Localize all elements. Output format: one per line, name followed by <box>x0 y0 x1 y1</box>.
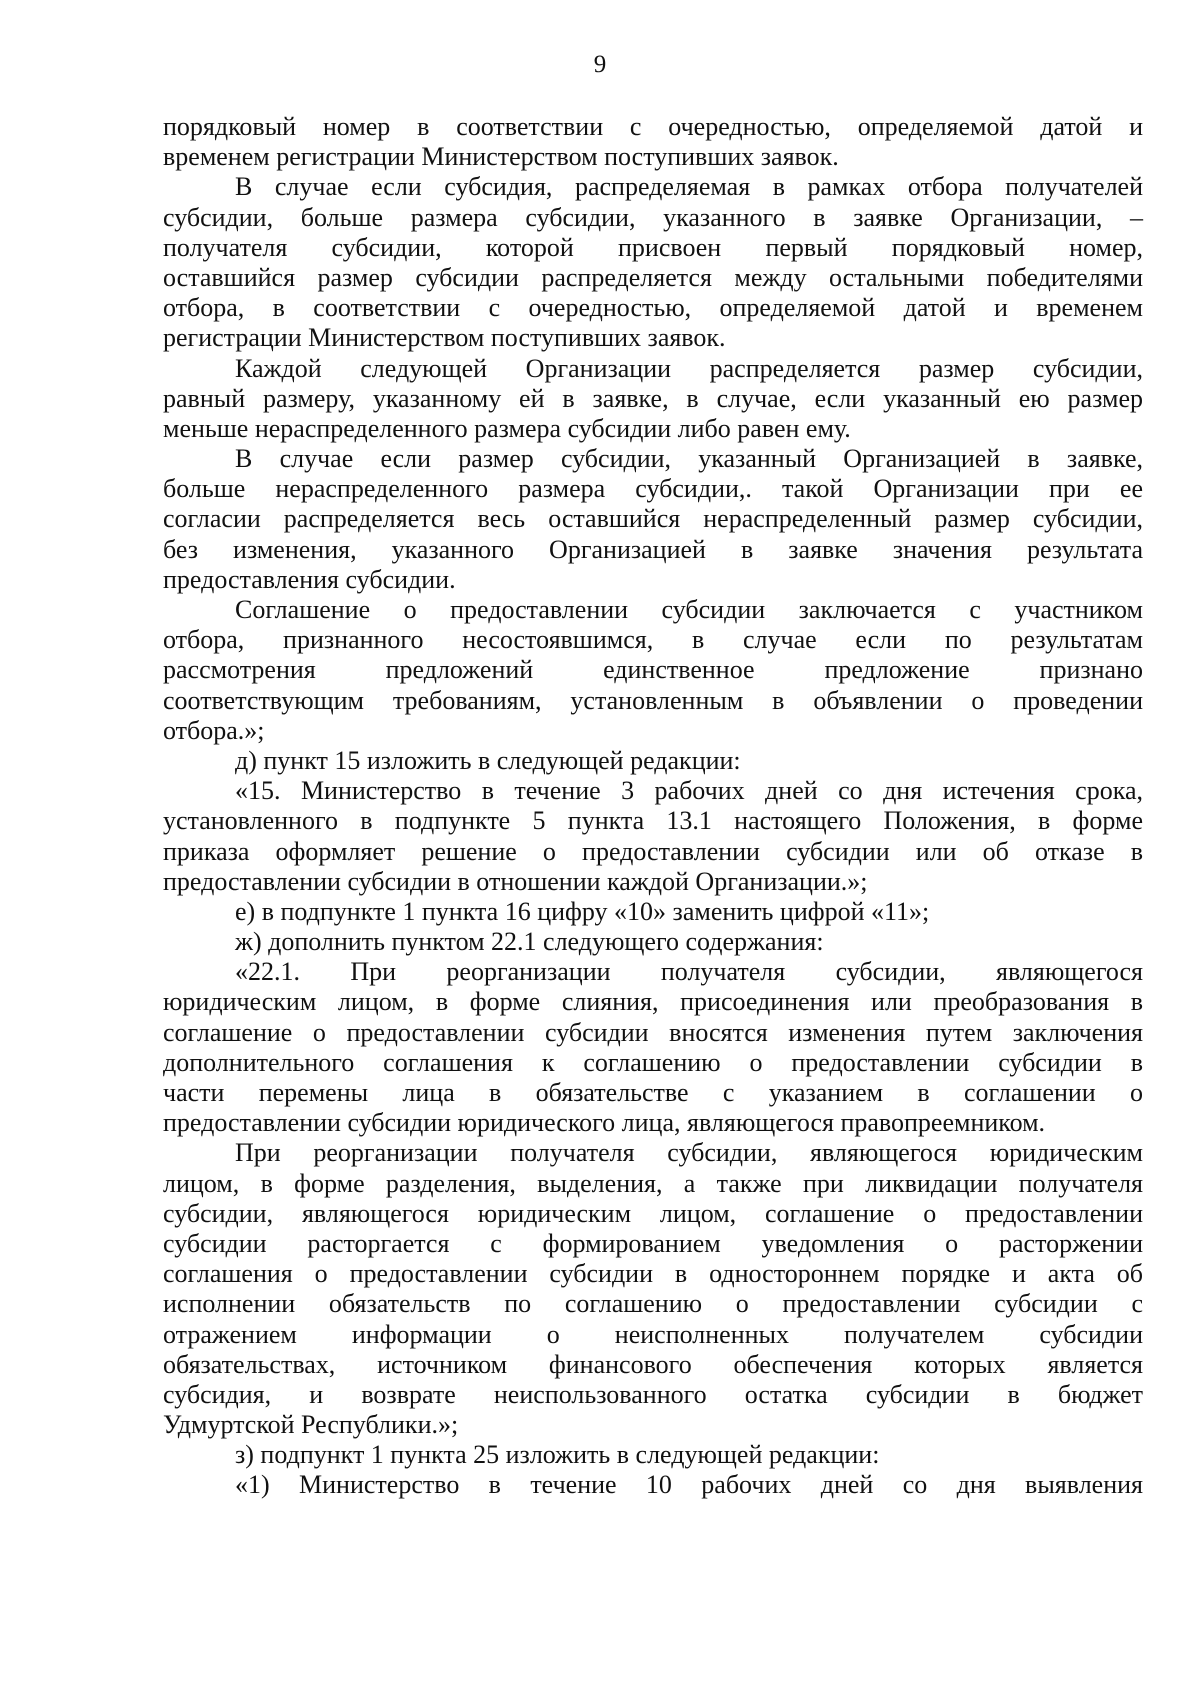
text-line: отбора, признанного несостоявшимся, в случае если по результатам <box>163 625 1143 655</box>
text-line: согласии распределяется весь оставшийся нераспределенный размер субсидии, <box>163 504 1143 534</box>
text-line: «15. Министерство в течение 3 рабочих дней со дня истечения срока, <box>235 776 1143 806</box>
text-line: предоставлении субсидии в отношении каждой Организации.»; <box>163 866 868 896</box>
text-line: Соглашение о предоставлении субсидии заключается с участником <box>235 595 1143 624</box>
text-line: порядковый номер в соответствии с очередностью, определяемой датой и <box>163 112 1143 141</box>
page-number: 9 <box>593 51 607 78</box>
text-line: установленного в подпункте 5 пункта 13.1 настоящего Положения, в форме <box>163 806 1143 836</box>
text-line: д) пункт 15 изложить в следующей редакции: <box>235 745 741 775</box>
text-line: отражением информации о неисполненных получателем субсидии <box>163 1319 1143 1349</box>
text-line: временем регистрации Министерством поступивших заявок. <box>163 142 839 172</box>
text-line: В случае если размер субсидии, указанный Организацией в заявке, <box>235 444 1143 474</box>
text-line: соответствующим требованиям, установленным в объявлении о проведении <box>163 685 1143 715</box>
text-line: е) в подпункте 1 пункта 16 цифру «10» заменить цифрой «11»; <box>235 896 930 926</box>
text-line: обязательствах, источником финансового обеспечения которых является <box>163 1349 1143 1379</box>
text-line: Каждой следующей Организации распределяется размер субсидии, <box>235 353 1143 383</box>
text-line: отбора.»; <box>163 715 265 745</box>
text-line: Удмуртской Республики.»; <box>163 1410 459 1440</box>
text-line: субсидии расторгается с формированием уведомления о расторжении <box>163 1228 1143 1258</box>
text-line: субсидии, являющегося юридическим лицом, соглашение о предоставлении <box>163 1198 1143 1228</box>
text-line: меньше нераспределенного размера субсидии либо равен ему. <box>163 413 851 443</box>
text-line: лицом, в форме разделения, выделения, а также при ликвидации получателя <box>163 1168 1143 1198</box>
text-line: равный размеру, указанному ей в заявке, в случае, если указанный ею размер <box>163 383 1143 413</box>
text-line: В случае если субсидия, распределяемая в рамках отбора получателей <box>235 172 1143 202</box>
text-line: получателя субсидии, которой присвоен первый порядковый номер, <box>163 232 1143 262</box>
text-line: без изменения, указанного Организацией в заявке значения результата <box>163 534 1143 564</box>
text-line: исполнении обязательств по соглашению о предоставлении субсидии с <box>163 1289 1143 1319</box>
text-line: з) подпункт 1 пункта 25 изложить в следующей редакции: <box>235 1440 880 1470</box>
text-line: рассмотрения предложений единственное предложение признано <box>163 655 1143 685</box>
text-line: соглашения о предоставлении субсидии в одностороннем порядке и акта об <box>163 1259 1143 1289</box>
text-line: приказа оформляет решение о предоставлении субсидии или об отказе в <box>163 836 1143 866</box>
text-line: предоставлении субсидии юридического лица, являющегося правопреемником. <box>163 1108 1046 1138</box>
document-body <box>163 112 1143 1501</box>
text-line: «22.1. При реорганизации получателя субсидии, являющегося <box>235 957 1143 987</box>
text-line: дополнительного соглашения к соглашению о предоставлении субсидии в <box>163 1047 1143 1077</box>
text-line: предоставления субсидии. <box>163 564 456 594</box>
text-line: соглашение о предоставлении субсидии вносятся изменения путем заключения <box>163 1017 1143 1047</box>
text-line: «1) Министерство в течение 10 рабочих дней со дня выявления <box>235 1470 1143 1500</box>
text-line: оставшийся размер субсидии распределяется между остальными победителями <box>163 262 1143 292</box>
text-line: больше нераспределенного размера субсидии,. такой Организации при ее <box>163 474 1143 504</box>
text-line: субсидии, больше размера субсидии, указанного в заявке Организации, – <box>163 202 1143 232</box>
text-line: отбора, в соответствии с очередностью, определяемой датой и временем <box>163 293 1143 323</box>
text-line: ж) дополнить пунктом 22.1 следующего содержания: <box>235 927 824 957</box>
text-line: части перемены лица в обязательстве с указанием в соглашении о <box>163 1078 1143 1107</box>
text-line: юридическим лицом, в форме слияния, присоединения или преобразования в <box>163 987 1143 1017</box>
text-line: При реорганизации получателя субсидии, являющегося юридическим <box>235 1138 1143 1168</box>
text-line: регистрации Министерством поступивших заявок. <box>163 323 726 353</box>
text-line: субсидия, и возврате неиспользованного остатка субсидии в бюджет <box>163 1379 1143 1409</box>
